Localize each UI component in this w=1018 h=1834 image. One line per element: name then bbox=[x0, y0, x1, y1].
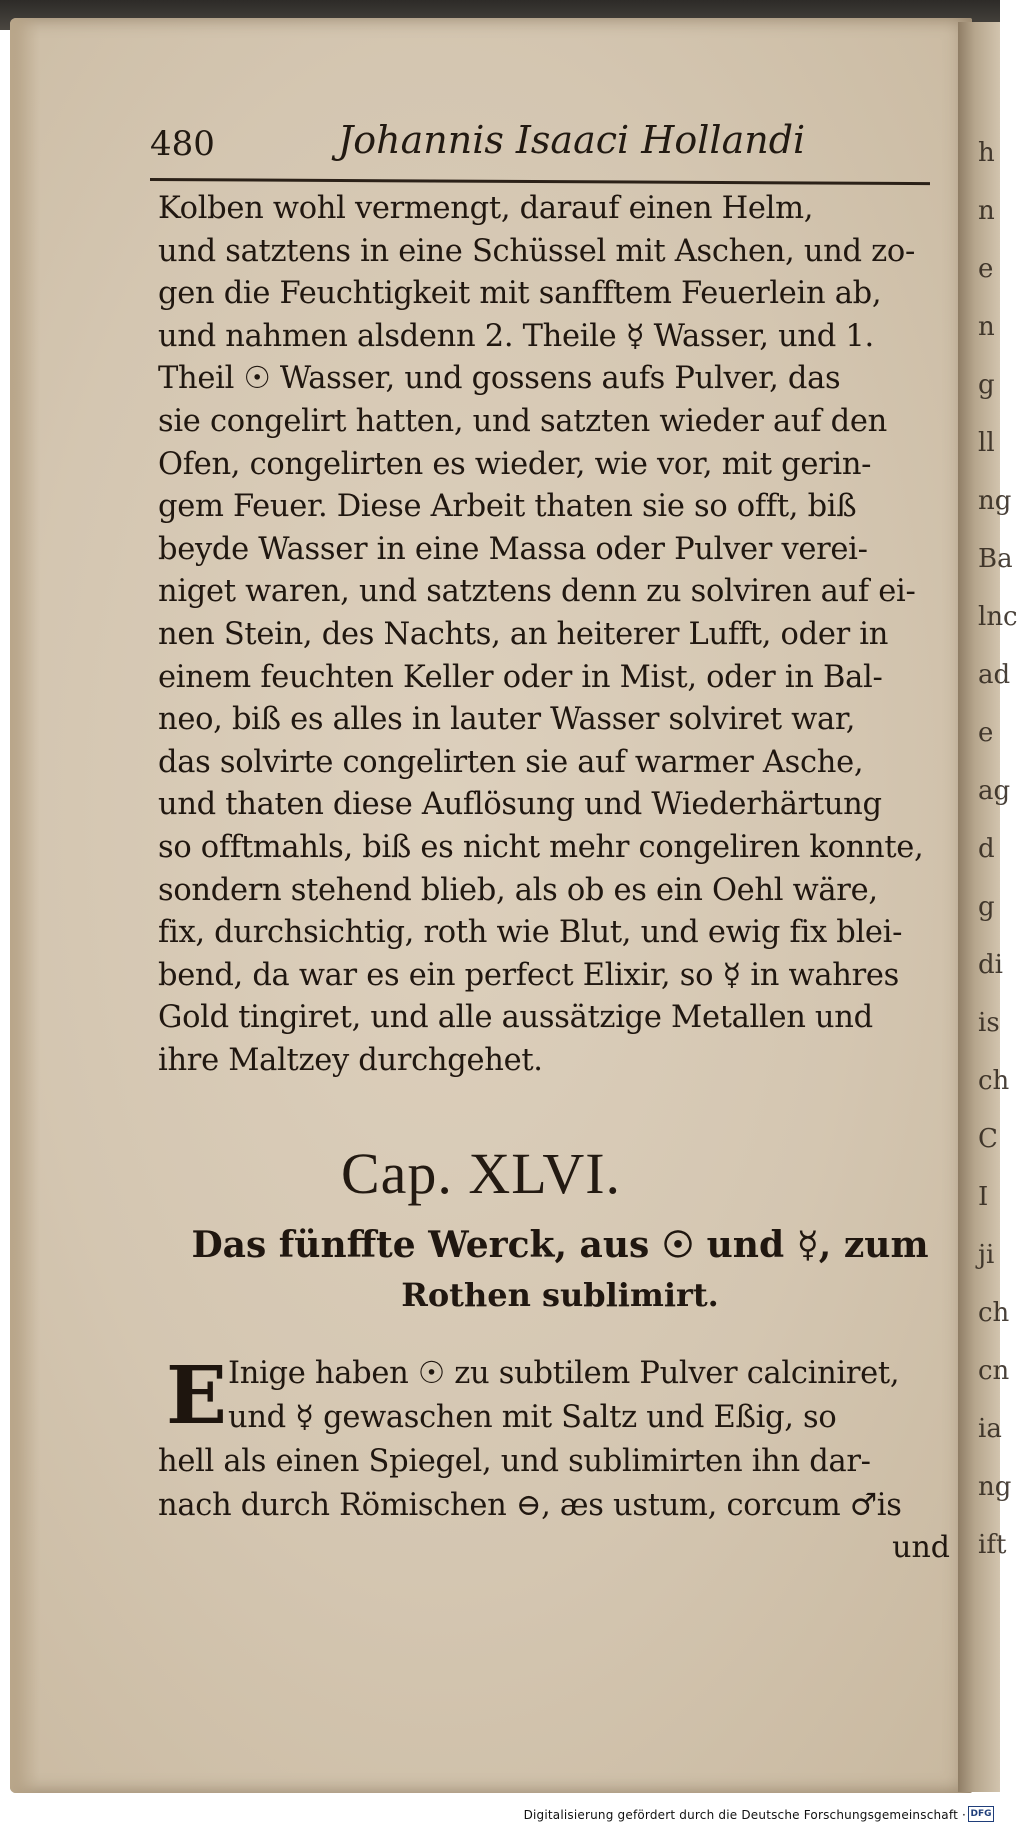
digitization-credit: Digitalisierung gefördert durch die Deutsche Forschungsgemeinschaft · bbox=[523, 1808, 966, 1822]
facing-page-bleed-text: h bbox=[978, 138, 995, 168]
text-line: niget waren, und satztens denn zu solviren auf ei- bbox=[158, 574, 916, 610]
text-line: und ☿ gewaschen mit Saltz und Eßig, so bbox=[228, 1400, 837, 1435]
drop-cap: E bbox=[166, 1348, 227, 1442]
facing-page-bleed-text: g bbox=[978, 892, 995, 922]
facing-page-bleed-text: g bbox=[978, 370, 995, 400]
chapter-number: Cap. XLVI. bbox=[340, 1141, 622, 1206]
text-line: und satztens in eine Schüssel mit Aschen, und zo- bbox=[158, 233, 915, 269]
page-header bbox=[150, 118, 806, 172]
dfg-logo: DFG bbox=[968, 1806, 994, 1822]
text-line: Ofen, congelirten es wieder, wie vor, mit gerin- bbox=[158, 446, 872, 482]
text-line: bend, da war es ein perfect Elixir, so ☿ in wahres bbox=[158, 957, 899, 993]
facing-page-bleed-text: di bbox=[978, 950, 1003, 980]
text-line: Gold tingiret, und alle aussätzige Metallen und bbox=[158, 1000, 873, 1036]
text-line: neo, biß es alles in lauter Wasser solviret war, bbox=[158, 702, 856, 738]
facing-page-bleed-text: ng bbox=[978, 1472, 1012, 1502]
text-line: nen Stein, des Nachts, an heiterer Lufft, oder in bbox=[158, 616, 889, 652]
page-number: 480 bbox=[150, 124, 215, 164]
text-line: Kolben wohl vermengt, darauf einen Helm, bbox=[158, 191, 814, 226]
facing-page-bleed-text: ad bbox=[978, 660, 1011, 690]
paragraph-2 bbox=[158, 1348, 958, 1528]
text-line: gen die Feuchtigkeit mit sanfftem Feuerlein ab, bbox=[158, 276, 882, 312]
facing-page-bleed-text: ll bbox=[978, 428, 995, 458]
facing-page-bleed-text: e bbox=[978, 718, 994, 748]
facing-page-bleed-text: ift bbox=[978, 1530, 1007, 1560]
text-line: fix, durchsichtig, roth wie Blut, und ewig fix blei- bbox=[158, 915, 903, 951]
text-line: und nahmen alsdenn 2. Theile ☿ Wasser, und 1. bbox=[158, 318, 874, 354]
chapter-heading bbox=[160, 1218, 960, 1318]
facing-page-bleed-text: n bbox=[978, 312, 995, 342]
facing-page-bleed-text: d bbox=[978, 834, 995, 864]
facing-page-bleed-text: cn bbox=[978, 1356, 1010, 1386]
facing-page-bleed-text: ia bbox=[978, 1414, 1002, 1444]
text-line: hell als einen Spiegel, und sublimirten ihn dar- bbox=[158, 1444, 871, 1479]
catchword: und bbox=[892, 1530, 950, 1565]
text-line: Inige haben ☉ zu subtilem Pulver calciniret, bbox=[228, 1356, 900, 1391]
facing-page-bleed-text: n bbox=[978, 196, 995, 226]
chapter-title-line: Das fünffte Werck, aus ☉ und ☿, zum bbox=[191, 1224, 929, 1266]
text-line: nach durch Römischen ⊖, æs ustum, corcum ♂is bbox=[158, 1488, 902, 1523]
facing-page-bleed-text: ji bbox=[978, 1240, 995, 1270]
text-line: das solvirte congelirten sie auf warmer Asche, bbox=[158, 744, 864, 780]
text-line: sie congelirt hatten, und satzten wieder auf den bbox=[158, 403, 887, 439]
text-line: und thaten diese Auflösung und Wiederhärtung bbox=[158, 787, 882, 823]
facing-page-bleed-text: ng bbox=[978, 486, 1012, 516]
text-line: so offtmahls, biß es nicht mehr congeliren konnte, bbox=[158, 829, 924, 865]
chapter-title-line: Rothen sublimirt. bbox=[401, 1276, 719, 1314]
facing-page-bleed-text: e bbox=[978, 254, 994, 284]
facing-page-bleed-text: C bbox=[978, 1124, 998, 1154]
facing-page-bleed-text: Ba bbox=[978, 544, 1013, 574]
text-line: ihre Maltzey durchgehet. bbox=[158, 1042, 543, 1078]
facing-page-bleed-text: lnc bbox=[978, 602, 1018, 632]
facing-page-bleed-text: ag bbox=[978, 776, 1011, 806]
text-line: gem Feuer. Diese Arbeit thaten sie so offt, biß bbox=[158, 489, 857, 525]
paragraph-1 bbox=[158, 188, 958, 1082]
text-line: beyde Wasser in eine Massa oder Pulver verei- bbox=[158, 531, 868, 567]
facing-page-bleed-text: ch bbox=[978, 1066, 1010, 1096]
running-title: Johannis Isaaci Hollandi bbox=[338, 118, 806, 162]
text-line: sondern stehend blieb, als ob es ein Oehl wäre, bbox=[158, 872, 878, 908]
facing-page-bleed-text: ch bbox=[978, 1298, 1010, 1328]
text-line: einem feuchten Keller oder in Mist, oder in Bal- bbox=[158, 659, 883, 695]
text-line: Theil ☉ Wasser, und gossens aufs Pulver, das bbox=[158, 361, 841, 397]
facing-page-bleed-text: I bbox=[978, 1182, 989, 1212]
facing-page-bleed-text: is bbox=[978, 1008, 1000, 1038]
